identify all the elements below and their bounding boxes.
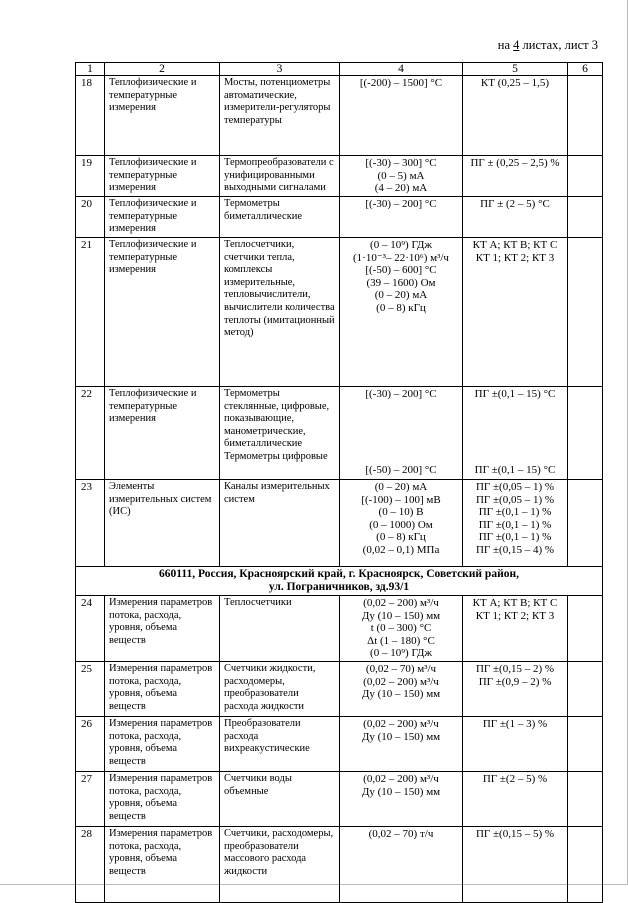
accuracy-class [463,387,568,480]
range-line: Ду (10 – 150) мм [361,785,441,798]
measurement-range [340,387,463,480]
measurement-area: Теплофизические и температурные измерения [105,76,220,156]
range-line: (0 – 20) мА [374,289,428,302]
accuracy-class [463,772,568,827]
measuring-instruments: Каналы измерительных систем [220,480,340,567]
accuracy-line: ПГ ±(0,1 – 15) °С [474,388,556,400]
range-line: (0,02 – 200) м³/ч [363,597,439,609]
range-line: (0 – 10) В [378,506,424,519]
notes-cell [568,197,603,238]
accuracy-line: ПГ ±(1 – 3) % [482,718,548,730]
measurement-range [340,717,463,772]
accuracy-class [463,238,568,387]
table-row [76,596,603,662]
range-line: (39 – 1600) Ом [366,276,436,289]
sheet-count: 4 [513,38,520,52]
row-number: 19 [76,156,105,197]
measuring-instruments: Счетчики жидкости, расходомеры, преобразователи расхода жидкости [220,662,340,717]
accuracy-line: ПГ ±(0,9 – 2) % [478,675,552,688]
measurement-range [340,596,463,662]
measurement-area: Измерения параметров потока, расхода, уровня, объема веществ [105,772,220,827]
measurement-range [340,827,463,903]
range-line: (0 – 1000) Ом [369,518,433,531]
table-row [76,717,603,772]
range-line: (0 – 10⁹) ГДж [370,239,432,251]
accuracy-class [463,197,568,238]
table-row [76,156,603,197]
measurement-range [340,772,463,827]
notes-cell [568,387,603,480]
accuracy-line: КТ 1; КТ 2; КТ 3 [475,609,555,622]
measurement-area: Теплофизические и температурные измерения [105,156,220,197]
measuring-instruments: Теплосчетчики, счетчики тепла, комплексы измерительные, тепловычислители, вычислители количества теплоты (имитационный метод) [220,238,340,387]
range-line: (0,02 – 200) м³/ч [363,675,439,688]
range-line: (0,02 – 200) м³/ч [363,718,439,730]
range-line: Ду (10 – 150) мм [361,688,441,701]
address-row [76,567,603,596]
row-number: 26 [76,717,105,772]
col-header: 6 [568,63,603,76]
col-header: 5 [463,63,568,76]
accuracy-class [463,156,568,197]
range-line: (0,02 – 0,1) МПа [362,543,440,556]
notes-cell [568,76,603,156]
row-number: 20 [76,197,105,238]
notes-cell [568,827,603,903]
table-row [76,197,603,238]
measuring-instruments: Термопреобразователи с унифицированными выходными сигналами [220,156,340,197]
accuracy-line: КТ (0,25 – 1,5) [480,77,550,89]
range-line: (0 – 10⁹) ГДж [370,647,432,660]
range-line: (0 – 8) кГц [376,531,426,544]
accreditation-scope-table [75,62,603,903]
row-number: 18 [76,76,105,156]
col-header: 1 [76,63,105,76]
measurement-range [340,662,463,717]
table-row [76,238,603,387]
measurement-range [340,197,463,238]
measurement-area: Теплофизические и температурные измерения [105,197,220,238]
range-line: (0 – 20) мА [374,481,428,493]
range-line: Δt (1 – 180) °С [367,634,435,647]
range-line: [(-30) – 300] °С [365,157,437,169]
col-header: 3 [220,63,340,76]
notes-cell [568,717,603,772]
accuracy-line: ПГ ± (2 – 5) °С [480,198,550,210]
accuracy-class [463,827,568,903]
notes-cell [568,596,603,662]
measuring-instruments: Мосты, потенциометры автоматические, измерители-регуляторы температуры [220,76,340,156]
col-header: 4 [340,63,463,76]
accuracy-line: ПГ ±(0,05 – 1) % [475,481,555,493]
accuracy-line: КТ А; КТ В; КТ С [472,597,558,609]
range-line: (1·10⁻³– 22·10⁶) м³/ч [353,251,449,264]
sheet-reference: на 4 листах, лист 3 [497,38,598,52]
range-line: [(-30) – 200] °С [365,198,437,210]
measurement-area: Измерения параметров потока, расхода, уровня, объема веществ [105,717,220,772]
address-line-2: ул. Пограничников, зд.93/1 [268,581,410,593]
measurement-area: Измерения параметров потока, расхода, уровня, объема веществ [105,827,220,903]
accuracy-class [463,662,568,717]
table-row [76,827,603,903]
range-line: (0,02 – 70) м³/ч [365,663,437,675]
row-number: 25 [76,662,105,717]
range-line: [(-50) – 200] °С [365,463,437,476]
measuring-instruments [220,387,340,480]
measurement-range [340,156,463,197]
range-line: [(-50) – 600] °С [365,264,437,277]
range-line: (4 – 20) мА [374,182,428,195]
row-number: 21 [76,238,105,387]
col-header: 2 [105,63,220,76]
accuracy-class [463,717,568,772]
range-line: Ду (10 – 150) мм [361,609,441,622]
notes-cell [568,662,603,717]
range-line: (0,02 – 200) м³/ч [363,773,439,785]
range-line: (0 – 8) кГц [376,301,426,314]
table-row [76,387,603,480]
measurement-range [340,238,463,387]
range-line: Ду (10 – 150) мм [361,730,441,743]
instruments-group-b: Термометры цифровые [224,450,328,462]
accuracy-line: ПГ ±(0,1 – 15) °С [474,463,556,476]
accuracy-class [463,480,568,567]
range-line: (0 – 5) мА [377,169,425,182]
measurement-area: Теплофизические и температурные измерения [105,387,220,480]
accuracy-line: ПГ ±(0,05 – 1) % [475,493,555,506]
table-row [76,772,603,827]
accuracy-line: ПГ ±(0,1 – 1) % [478,531,552,544]
row-number: 28 [76,827,105,903]
measurement-area: Элементы измерительных систем (ИС) [105,480,220,567]
range-line: [(-100) – 100] мВ [361,493,441,506]
notes-cell [568,156,603,197]
measurement-area: Теплофизические и температурные измерения [105,238,220,387]
accuracy-line: ПГ ±(2 – 5) % [482,773,548,785]
range-line: (0,02 – 70) т/ч [368,828,434,840]
laboratory-address [76,567,603,596]
measurement-range [340,480,463,567]
measuring-instruments: Теплосчетчики [220,596,340,662]
accuracy-line: КТ 1; КТ 2; КТ 3 [475,251,555,264]
accuracy-class [463,596,568,662]
measuring-instruments: Термометры биметаллические [220,197,340,238]
row-number: 24 [76,596,105,662]
accuracy-line: ПГ ± (0,25 – 2,5) % [470,157,560,169]
measuring-instruments: Счетчики, расходомеры, преобразователи массового расхода жидкости [220,827,340,903]
range-line: [(-200) – 1500] °С [359,77,443,89]
accuracy-class [463,76,568,156]
column-number-row [76,63,603,76]
table-row [76,76,603,156]
table-row [76,662,603,717]
measuring-instruments: Счетчики воды объемные [220,772,340,827]
row-number: 27 [76,772,105,827]
accuracy-line: КТ А; КТ В; КТ С [472,239,558,251]
measurement-area: Измерения параметров потока, расхода, уровня, объема веществ [105,662,220,717]
measurement-area: Измерения параметров потока, расхода, уровня, объема веществ [105,596,220,662]
row-number: 22 [76,387,105,480]
address-line-1: 660111, Россия, Красноярский край, г. Красноярск, Советский район, [159,568,519,580]
measurement-range [340,76,463,156]
notes-cell [568,772,603,827]
range-line: t (0 – 300) °С [370,622,432,635]
range-line: [(-30) – 200] °С [365,388,437,400]
accuracy-line: ПГ ±(0,15 – 2) % [475,663,555,675]
accuracy-line: ПГ ±(0,1 – 1) % [478,518,552,531]
accuracy-line: ПГ ±(0,1 – 1) % [478,506,552,519]
notes-cell [568,480,603,567]
table-row [76,480,603,567]
instruments-group-a: Термометры стеклянные, цифровые, показывающие, манометрические, биметаллические [224,388,330,450]
accuracy-line: ПГ ±(0,15 – 5) % [475,828,555,840]
accuracy-line: ПГ ±(0,15 – 4) % [475,543,555,556]
measuring-instruments: Преобразователи расхода вихреакустические [220,717,340,772]
row-number: 23 [76,480,105,567]
notes-cell [568,238,603,387]
